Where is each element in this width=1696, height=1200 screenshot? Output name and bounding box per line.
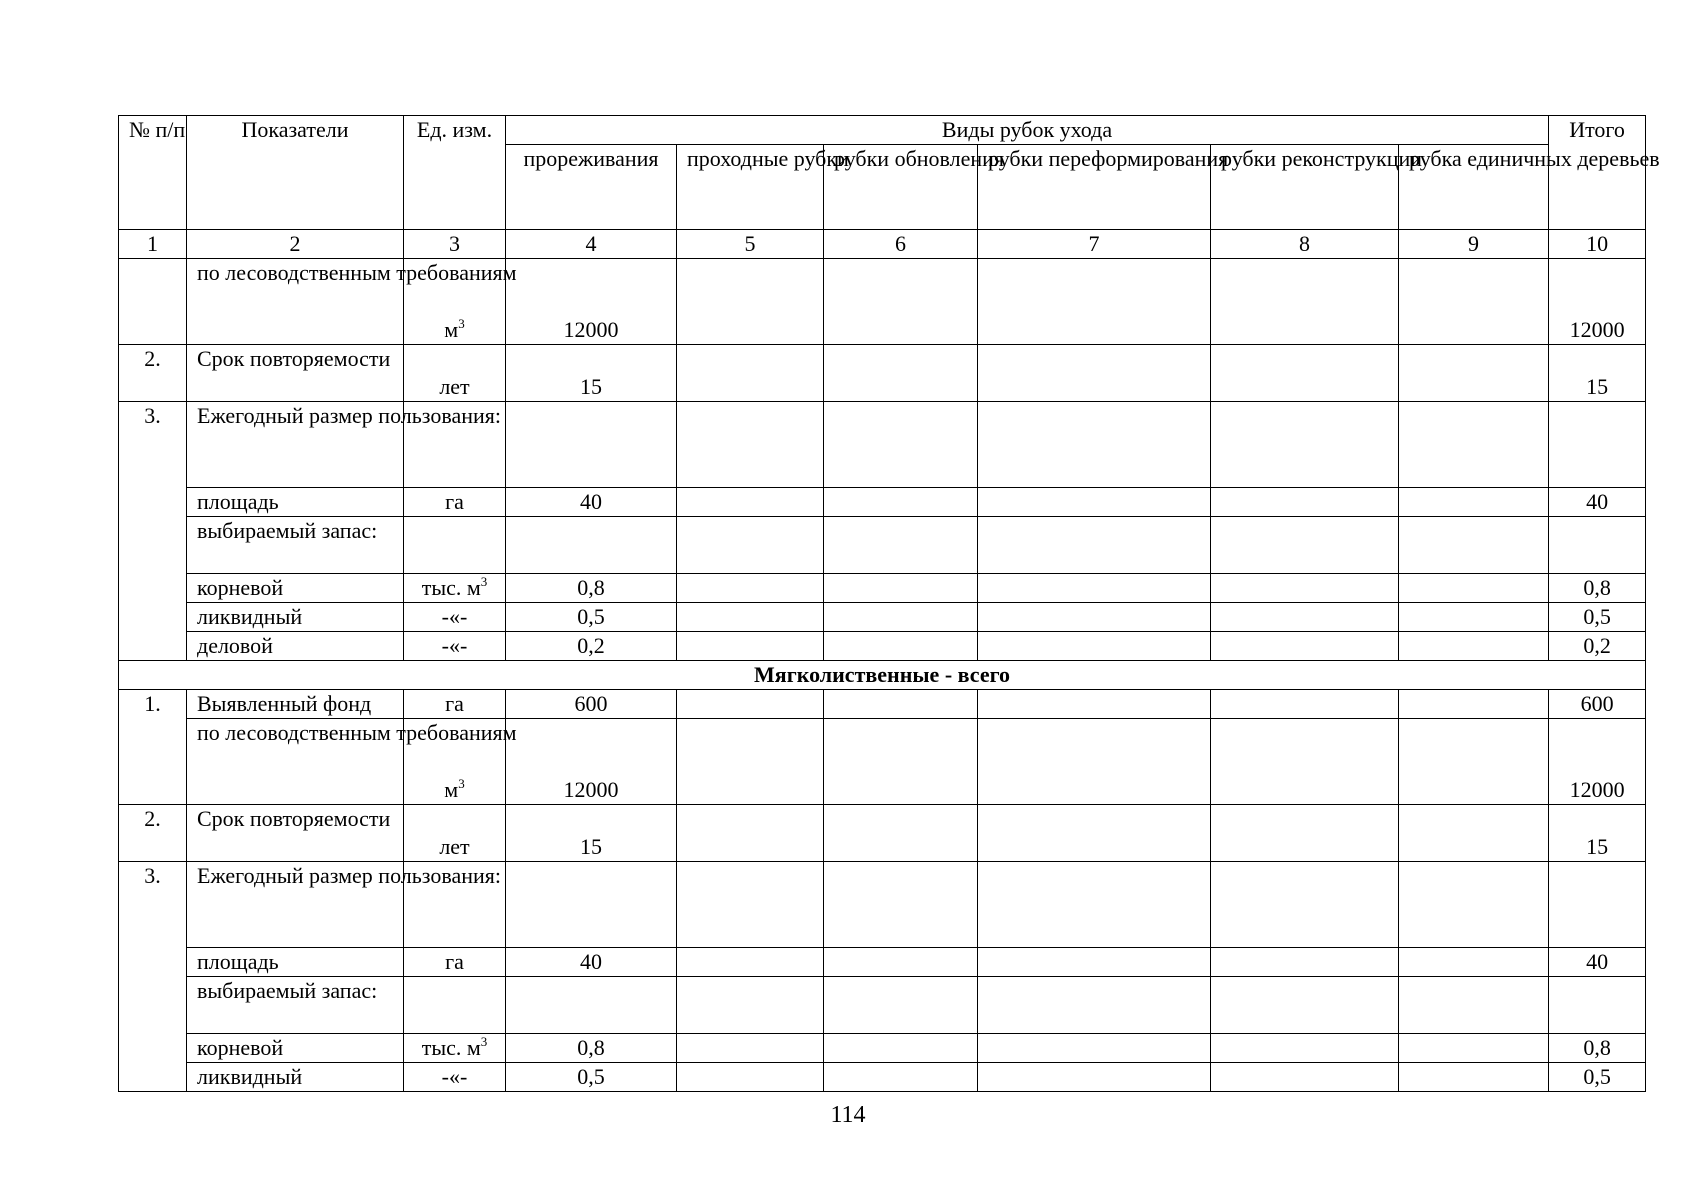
total-cell: 12000 bbox=[1549, 259, 1646, 345]
total-cell: 40 bbox=[1549, 488, 1646, 517]
unit-text: м bbox=[444, 317, 459, 342]
row-num-cell bbox=[119, 259, 187, 345]
total-cell: 0,8 bbox=[1549, 1034, 1646, 1063]
empty-cell bbox=[1549, 862, 1646, 948]
unit-cell: га bbox=[404, 948, 506, 977]
value-cell: 15 bbox=[506, 805, 677, 862]
empty-cell bbox=[824, 719, 978, 805]
row-num-cell: 3. bbox=[119, 402, 187, 661]
total-cell: 0,5 bbox=[1549, 603, 1646, 632]
empty-cell bbox=[978, 948, 1211, 977]
empty-cell bbox=[1399, 862, 1549, 948]
empty-cell bbox=[677, 948, 824, 977]
unit-superscript: 3 bbox=[458, 776, 465, 791]
empty-cell bbox=[677, 977, 824, 1034]
empty-cell bbox=[1399, 632, 1549, 661]
unit-superscript: 3 bbox=[458, 316, 465, 331]
empty-cell bbox=[824, 603, 978, 632]
table-row bbox=[119, 1063, 1646, 1092]
empty-cell bbox=[824, 862, 978, 948]
empty-cell bbox=[677, 402, 824, 488]
header-indicators: Показатели bbox=[187, 116, 404, 230]
indicator-cell: Срок повторяемости bbox=[187, 805, 404, 862]
empty-cell bbox=[978, 574, 1211, 603]
unit-text: м bbox=[444, 777, 459, 802]
indicator-cell: корневой bbox=[187, 574, 404, 603]
value-cell: 12000 bbox=[506, 259, 677, 345]
col-number: 8 bbox=[1211, 230, 1399, 259]
empty-cell bbox=[677, 1063, 824, 1092]
empty-cell bbox=[1211, 690, 1399, 719]
value-cell: 600 bbox=[506, 690, 677, 719]
unit-cell bbox=[404, 1034, 506, 1063]
indicator-cell: корневой bbox=[187, 1034, 404, 1063]
table-row bbox=[119, 1034, 1646, 1063]
unit-cell: -«- bbox=[404, 603, 506, 632]
empty-cell bbox=[677, 690, 824, 719]
empty-cell bbox=[677, 1034, 824, 1063]
empty-cell bbox=[1211, 1063, 1399, 1092]
table-row bbox=[119, 603, 1646, 632]
unit-cell: лет bbox=[404, 345, 506, 402]
value-cell: 12000 bbox=[506, 719, 677, 805]
page-number: 114 bbox=[830, 1102, 866, 1128]
indicator-cell: выбираемый запас: bbox=[187, 977, 404, 1034]
section-row bbox=[119, 661, 1646, 690]
forestry-table bbox=[118, 115, 1660, 1092]
empty-cell bbox=[1211, 345, 1399, 402]
unit-cell bbox=[404, 574, 506, 603]
empty-cell bbox=[1399, 603, 1549, 632]
total-cell: 600 bbox=[1549, 690, 1646, 719]
empty-cell bbox=[824, 259, 978, 345]
header-total: Итого bbox=[1549, 116, 1646, 230]
col-number: 2 bbox=[187, 230, 404, 259]
table-row bbox=[119, 402, 1646, 488]
row-num-cell: 2. bbox=[119, 805, 187, 862]
table-row bbox=[119, 862, 1646, 948]
empty-cell bbox=[1211, 574, 1399, 603]
empty-cell bbox=[677, 719, 824, 805]
total-cell: 40 bbox=[1549, 948, 1646, 977]
empty-cell bbox=[824, 1034, 978, 1063]
empty-cell bbox=[1211, 977, 1399, 1034]
header-type-3: рубки обновления bbox=[824, 145, 978, 230]
indicator-cell: Выявленный фонд bbox=[187, 690, 404, 719]
empty-cell bbox=[1211, 632, 1399, 661]
empty-cell bbox=[824, 977, 978, 1034]
value-cell: 0,2 bbox=[506, 632, 677, 661]
empty-cell bbox=[1211, 488, 1399, 517]
col-number: 4 bbox=[506, 230, 677, 259]
empty-cell bbox=[824, 632, 978, 661]
empty-cell bbox=[506, 517, 677, 574]
empty-cell bbox=[978, 632, 1211, 661]
empty-cell bbox=[978, 690, 1211, 719]
header-group: Виды рубок ухода bbox=[506, 116, 1549, 145]
empty-cell bbox=[978, 517, 1211, 574]
empty-cell bbox=[506, 862, 677, 948]
col-number: 9 bbox=[1399, 230, 1549, 259]
unit-cell: га bbox=[404, 690, 506, 719]
value-cell: 15 bbox=[506, 345, 677, 402]
total-cell: 0,2 bbox=[1549, 632, 1646, 661]
empty-cell bbox=[1399, 1034, 1549, 1063]
empty-cell bbox=[824, 948, 978, 977]
empty-cell bbox=[1211, 805, 1399, 862]
empty-cell bbox=[824, 574, 978, 603]
value-cell: 40 bbox=[506, 488, 677, 517]
unit-cell: лет bbox=[404, 805, 506, 862]
indicator-cell: деловой bbox=[187, 632, 404, 661]
empty-cell bbox=[677, 632, 824, 661]
table-row bbox=[119, 574, 1646, 603]
empty-cell bbox=[978, 259, 1211, 345]
total-cell: 15 bbox=[1549, 345, 1646, 402]
empty-cell bbox=[978, 603, 1211, 632]
empty-cell bbox=[978, 345, 1211, 402]
empty-cell bbox=[824, 345, 978, 402]
row-num-cell: 1. bbox=[119, 690, 187, 805]
table-row bbox=[119, 345, 1646, 402]
empty-cell bbox=[404, 977, 506, 1034]
empty-cell bbox=[1399, 574, 1549, 603]
col-number: 1 bbox=[119, 230, 187, 259]
header-type-1: прореживания bbox=[506, 145, 677, 230]
empty-cell bbox=[677, 805, 824, 862]
empty-cell bbox=[1399, 488, 1549, 517]
table-row bbox=[119, 517, 1646, 574]
empty-cell bbox=[824, 805, 978, 862]
value-cell: 0,5 bbox=[506, 603, 677, 632]
empty-cell bbox=[1211, 402, 1399, 488]
total-cell: 12000 bbox=[1549, 719, 1646, 805]
empty-cell bbox=[677, 517, 824, 574]
empty-cell bbox=[506, 402, 677, 488]
indicator-cell: площадь bbox=[187, 948, 404, 977]
indicator-cell: Ежегодный размер пользования: bbox=[187, 402, 404, 488]
row-num-cell: 3. bbox=[119, 862, 187, 1092]
header-type-4: рубки переформирования bbox=[978, 145, 1211, 230]
empty-cell bbox=[824, 1063, 978, 1092]
empty-cell bbox=[978, 402, 1211, 488]
empty-cell bbox=[1549, 977, 1646, 1034]
table-row bbox=[119, 259, 1646, 345]
empty-cell bbox=[1399, 690, 1549, 719]
table-row bbox=[119, 948, 1646, 977]
col-number: 5 bbox=[677, 230, 824, 259]
col-number: 3 bbox=[404, 230, 506, 259]
empty-cell bbox=[677, 259, 824, 345]
value-cell: 0,8 bbox=[506, 574, 677, 603]
empty-cell bbox=[978, 805, 1211, 862]
empty-cell bbox=[824, 690, 978, 719]
empty-cell bbox=[824, 517, 978, 574]
empty-cell bbox=[1211, 517, 1399, 574]
table-row bbox=[119, 632, 1646, 661]
empty-cell bbox=[978, 862, 1211, 948]
header-type-5: рубки реконструкции bbox=[1211, 145, 1399, 230]
empty-cell bbox=[1549, 517, 1646, 574]
indicator-cell: выбираемый запас: bbox=[187, 517, 404, 574]
header-unit: Ед. изм. bbox=[404, 116, 506, 230]
table-row bbox=[119, 805, 1646, 862]
empty-cell bbox=[1399, 517, 1549, 574]
indicator-cell: ликвидный bbox=[187, 1063, 404, 1092]
empty-cell bbox=[1211, 603, 1399, 632]
empty-cell bbox=[1211, 948, 1399, 977]
section-title: Мягколиственные - всего bbox=[119, 661, 1646, 690]
unit-cell: -«- bbox=[404, 632, 506, 661]
total-cell: 0,5 bbox=[1549, 1063, 1646, 1092]
empty-cell bbox=[677, 345, 824, 402]
total-cell: 0,8 bbox=[1549, 574, 1646, 603]
value-cell: 0,8 bbox=[506, 1034, 677, 1063]
empty-cell bbox=[677, 574, 824, 603]
empty-cell bbox=[978, 1063, 1211, 1092]
header-row bbox=[119, 116, 1646, 145]
unit-superscript: 3 bbox=[480, 574, 488, 589]
empty-cell bbox=[1211, 1034, 1399, 1063]
empty-cell bbox=[1399, 1063, 1549, 1092]
empty-cell bbox=[677, 488, 824, 517]
table-row bbox=[119, 488, 1646, 517]
empty-cell bbox=[824, 488, 978, 517]
empty-cell bbox=[1211, 719, 1399, 805]
empty-cell bbox=[1399, 345, 1549, 402]
empty-cell bbox=[978, 719, 1211, 805]
header-type-2: проходные рубки bbox=[677, 145, 824, 230]
col-number: 10 bbox=[1549, 230, 1646, 259]
table-row bbox=[119, 690, 1646, 719]
indicator-cell: ликвидный bbox=[187, 603, 404, 632]
table-row bbox=[119, 719, 1646, 805]
col-number: 6 bbox=[824, 230, 978, 259]
table-row bbox=[119, 977, 1646, 1034]
empty-cell bbox=[1399, 805, 1549, 862]
unit-text: тыс. м bbox=[421, 575, 481, 600]
indicator-cell: по лесоводственным требованиям bbox=[187, 259, 404, 345]
empty-cell bbox=[978, 488, 1211, 517]
unit-superscript: 3 bbox=[480, 1034, 488, 1049]
empty-cell bbox=[1399, 977, 1549, 1034]
empty-cell bbox=[1399, 719, 1549, 805]
empty-cell bbox=[677, 862, 824, 948]
indicator-cell: площадь bbox=[187, 488, 404, 517]
row-num-cell: 2. bbox=[119, 345, 187, 402]
unit-cell: -«- bbox=[404, 1063, 506, 1092]
empty-cell bbox=[1399, 948, 1549, 977]
empty-cell bbox=[677, 603, 824, 632]
header-type-6: рубка единичных деревьев bbox=[1399, 145, 1549, 230]
empty-cell bbox=[1549, 402, 1646, 488]
column-numbers-row bbox=[119, 230, 1646, 259]
empty-cell bbox=[1399, 402, 1549, 488]
indicator-cell: Ежегодный размер пользования: bbox=[187, 862, 404, 948]
col-number: 7 bbox=[978, 230, 1211, 259]
empty-cell bbox=[1211, 259, 1399, 345]
unit-text: тыс. м bbox=[421, 1035, 481, 1060]
value-cell: 40 bbox=[506, 948, 677, 977]
empty-cell bbox=[506, 977, 677, 1034]
header-num: № п/п bbox=[119, 116, 187, 230]
indicator-cell: Срок повторяемости bbox=[187, 345, 404, 402]
empty-cell bbox=[404, 517, 506, 574]
empty-cell bbox=[1211, 862, 1399, 948]
empty-cell bbox=[1399, 259, 1549, 345]
indicator-cell: по лесоводственным требованиям bbox=[187, 719, 404, 805]
empty-cell bbox=[978, 977, 1211, 1034]
empty-cell bbox=[978, 1034, 1211, 1063]
value-cell: 0,5 bbox=[506, 1063, 677, 1092]
empty-cell bbox=[824, 402, 978, 488]
unit-cell: га bbox=[404, 488, 506, 517]
total-cell: 15 bbox=[1549, 805, 1646, 862]
